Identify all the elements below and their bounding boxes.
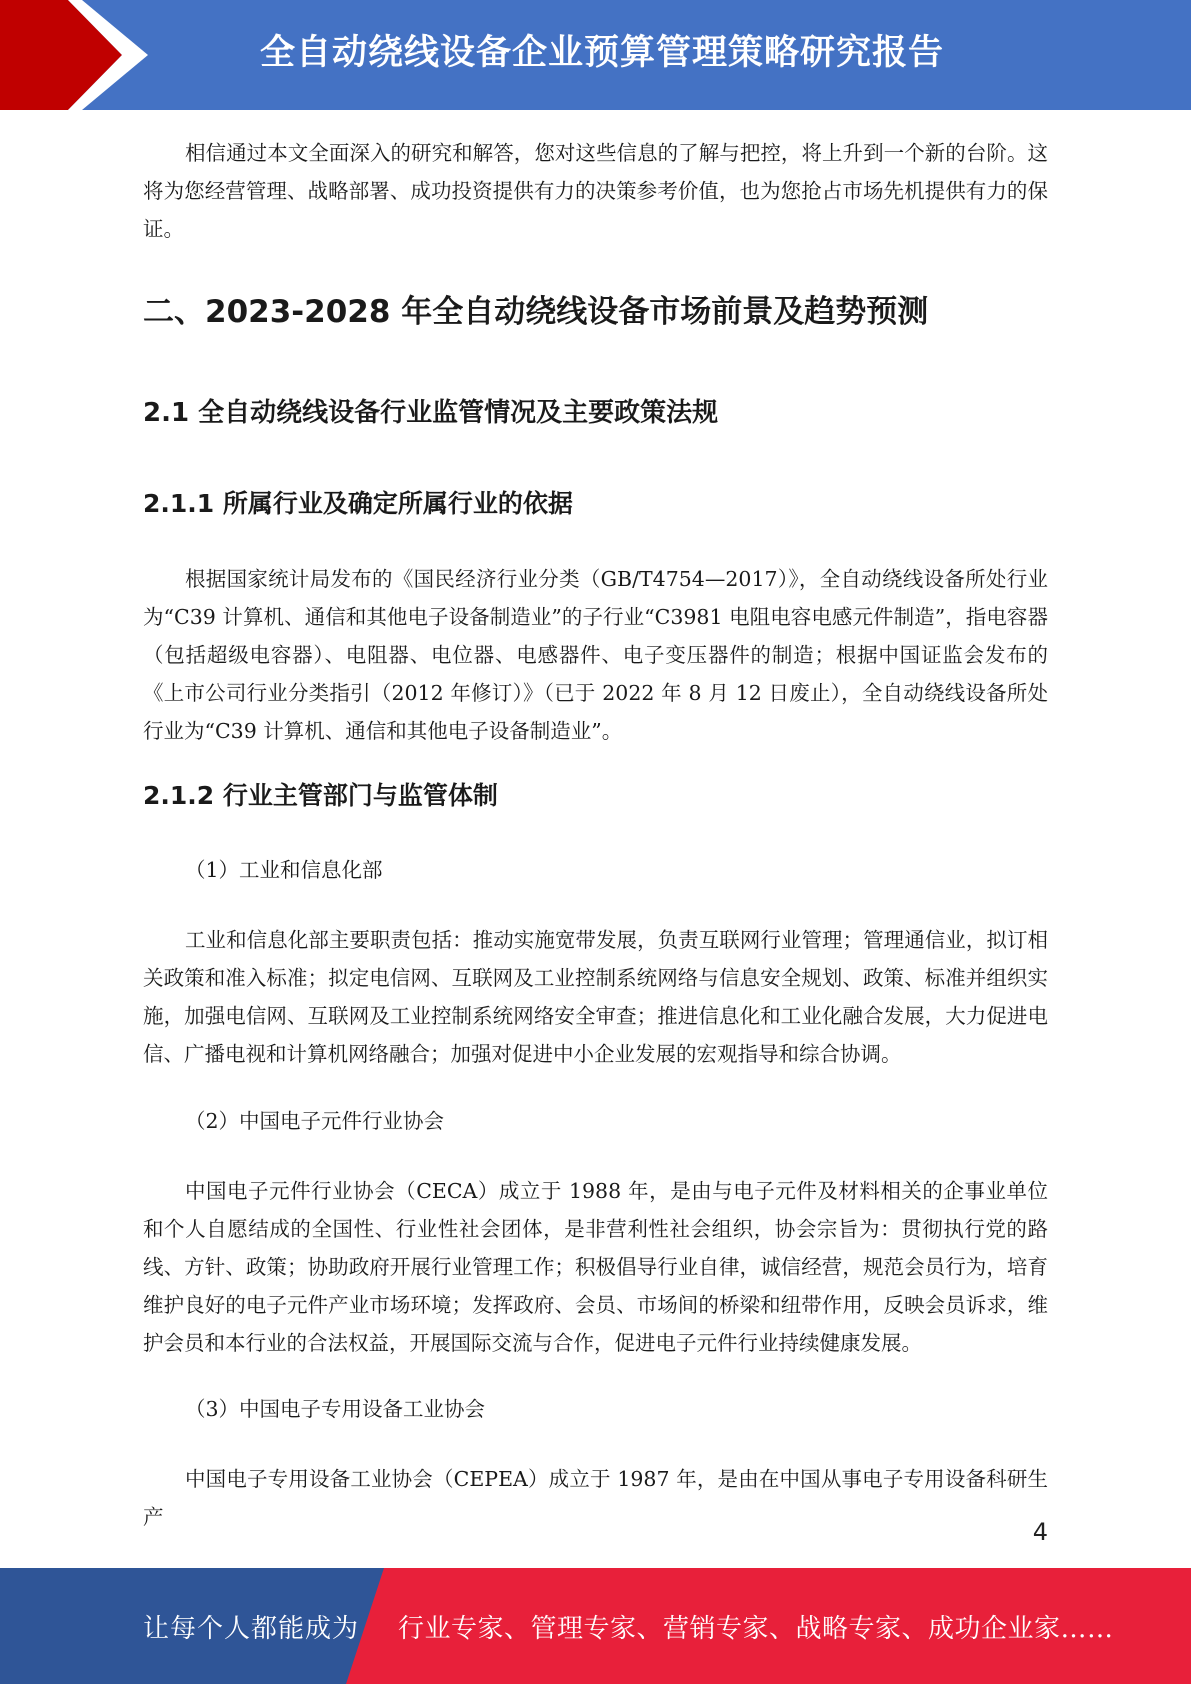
item-1-text: 工业和信息化部主要职责包括：推动实施宽带发展，负责互联网行业管理；管理通信业，拟订相关政策和准入标准；拟定电信网、互联网及工业控制系统网络与信息安全规划、政策、标准并组织实施，加强电信网、互联网及工业控制系统网络安全审查；推进信息化和工业化融合发展，大力促进电信、广播电视和计算机网络融合；加强对促进中小企业发展的宏观指导和综合协调。 <box>143 928 1048 1066</box>
item-3-label: （3）中国电子专用设备工业协会 <box>185 1397 486 1421</box>
item-1-label: （1）工业和信息化部 <box>185 858 383 882</box>
intro-paragraph: 相信通过本文全面深入的研究和解答，您对这些信息的了解与把控，将上升到一个新的台阶。这将为您经营管理、战略部署、成功投资提供有力的决策参考价值，也为您抢占市场先机提供有力的保证。 <box>143 141 1048 241</box>
item-3-text: 中国电子专用设备工业协会（CEPEA）成立于 1987 年，是由在中国从事电子专用设备科研生产 <box>143 1467 1048 1529</box>
item-2-text: 中国电子元件行业协会（CECA）成立于 1988 年，是由与电子元件及材料相关的企事业单位和个人自愿结成的全国性、行业性社会团体，是非营利性社会组织，协会宗旨为：贯彻执行党的路线、方针、政策；协助政府开展行业管理工作；积极倡导行业自律，诚信经营，规范会员行为，培育维护良好的电子元件产业市场环境；发挥政府、会员、市场间的桥梁和纽带作用，反映会员诉求，维护会员和本行业的合法权益，开展国际交流与合作，促进电子元件行业持续健康发展。 <box>143 1179 1048 1355</box>
section-heading: 二、2023-2028 年全自动绕线设备市场前景及趋势预测 <box>143 294 929 330</box>
header-banner <box>0 0 1191 110</box>
footer-slogan-left: 让每个人都能成为 <box>143 1614 360 1644</box>
report-title: 全自动绕线设备企业预算管理策略研究报告 <box>260 33 945 73</box>
footer-banner <box>0 1568 1191 1684</box>
item-2-label: （2）中国电子元件行业协会 <box>185 1109 445 1133</box>
page-number: 4 <box>1032 1518 1048 1546</box>
heading-2-1-1: 2.1.1 所属行业及确定所属行业的依据 <box>143 489 573 518</box>
paragraph-2-1-1: 根据国家统计局发布的《国民经济行业分类（GB/T4754—2017）》，全自动绕线设备所处行业为“C39 计算机、通信和其他电子设备制造业”的子行业“C3981 电阻电容电感元件制造”，指电容器（包括超级电容器）、电阻器、电位器、电感器件、电子变压器件的制造；根据中国证监会发布的《上市公司行业分类指引（2012 年修订）》（已于 2022 年 8 月 12 日废止），全自动绕线设备所处行业为“C39 计算机、通信和其他电子设备制造业”。 <box>143 567 1048 743</box>
heading-2-1-2: 2.1.2 行业主管部门与监管体制 <box>143 781 498 810</box>
footer-slogan-right: 行业专家、管理专家、营销专家、战略专家、成功企业家…… <box>398 1614 1114 1644</box>
subsection-heading: 2.1 全自动绕线设备行业监管情况及主要政策法规 <box>143 398 719 428</box>
